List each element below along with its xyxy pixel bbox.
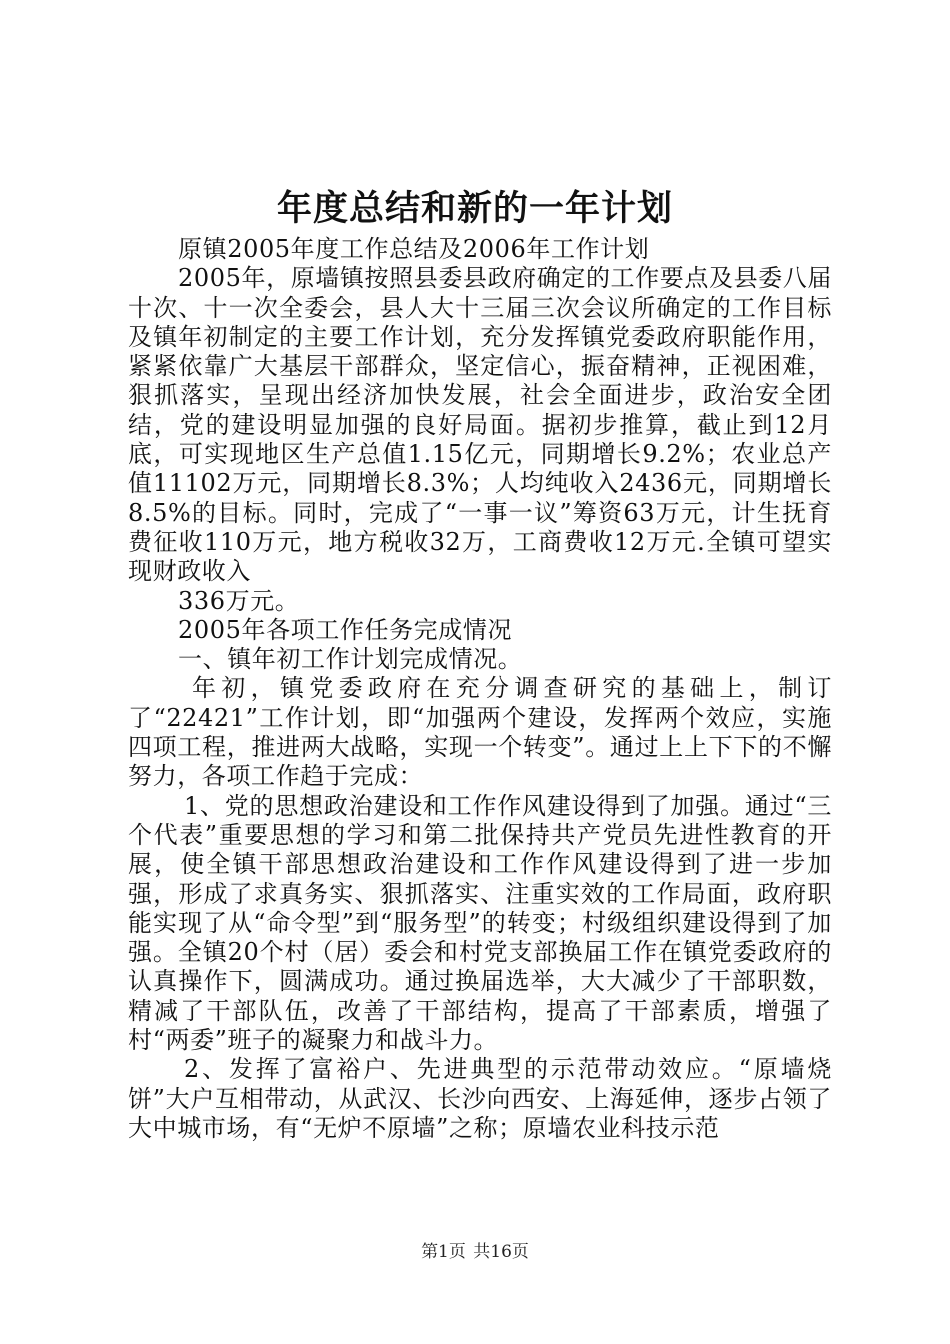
page-number: 第1页 — [421, 1242, 466, 1262]
section-heading: 2005年各项工作任务完成情况 — [178, 615, 513, 644]
intro-paragraph: 2005年，原墙镇按照县委县政府确定的工作要点及县委八届十次、十一次全委会，县人大十三届三次会议所确定的工作目标及镇年初制定的主要工作计划，充分发挥镇党委政府职能作用，紧紧依靠广大基层干部群众，坚定信心，振奋精神，正视困难，狠抓落实，呈现出经济加快发展，社会全面进步，政治安全团结，党的建设明显加强的良好局面。据初步推算，截止到12月底，可实现地区生产总值1.15亿元，同期增长9.2%；农业总产值11102万元，同期增长8.3%；人均纯收入2436元，同期增长8.5%的目标。同时，完成了“一事一议”筹资63万元，计生抚育费征收110万元，地方税收32万，工商费收12万元.全镇可望实现财政收入 — [128, 264, 832, 586]
item-1-paragraph: 1、党的思想政治建设和工作作风建设得到了加强。通过“三个代表”重要思想的学习和第二批保持共产党员先进性教育的开展，使全镇干部思想政治建设和工作作风建设得到了进一步加强，形成了求真务实、狠抓落实、注重实效的工作局面，政府职能实现了从“命令型”到“服务型”的转变；村级组织建设得到了加强。全镇20个村（居）委会和村党支部换届工作在镇党委政府的认真操作下，圆满成功。通过换届选举，大大减少了干部职数，精减了干部队伍，改善了干部结构，提高了干部素质，增强了村“两委”班子的凝聚力和战斗力。 — [128, 791, 832, 1055]
page-footer — [0, 1240, 950, 1264]
revenue-line: 336万元。 — [178, 586, 300, 615]
item-2-paragraph: 2、发挥了富裕户、先进典型的示范带动效应。“原墙烧饼”大户互相带动，从武汉、长沙向西安、上海延伸，逐步占领了大中城市场，有“无炉不原墙”之称；原墙农业科技示范 — [128, 1055, 832, 1142]
document-body — [128, 235, 832, 1143]
page-total: 共16页 — [473, 1242, 529, 1262]
subsection-heading: 一、镇年初工作计划完成情况。 — [178, 645, 523, 674]
plan-paragraph: 年初，镇党委政府在充分调查研究的基础上，制订了“22421”工作计划，即“加强两个建设，发挥两个效应，实施四项工程，推进两大战略，实现一个转变”。通过上上下下的不懈努力，各项工作趋于完成： — [128, 674, 832, 791]
document-title: 年度总结和新的一年计划 — [276, 188, 673, 229]
subtitle-paragraph: 原镇2005年度工作总结及2006年工作计划 — [178, 235, 650, 263]
